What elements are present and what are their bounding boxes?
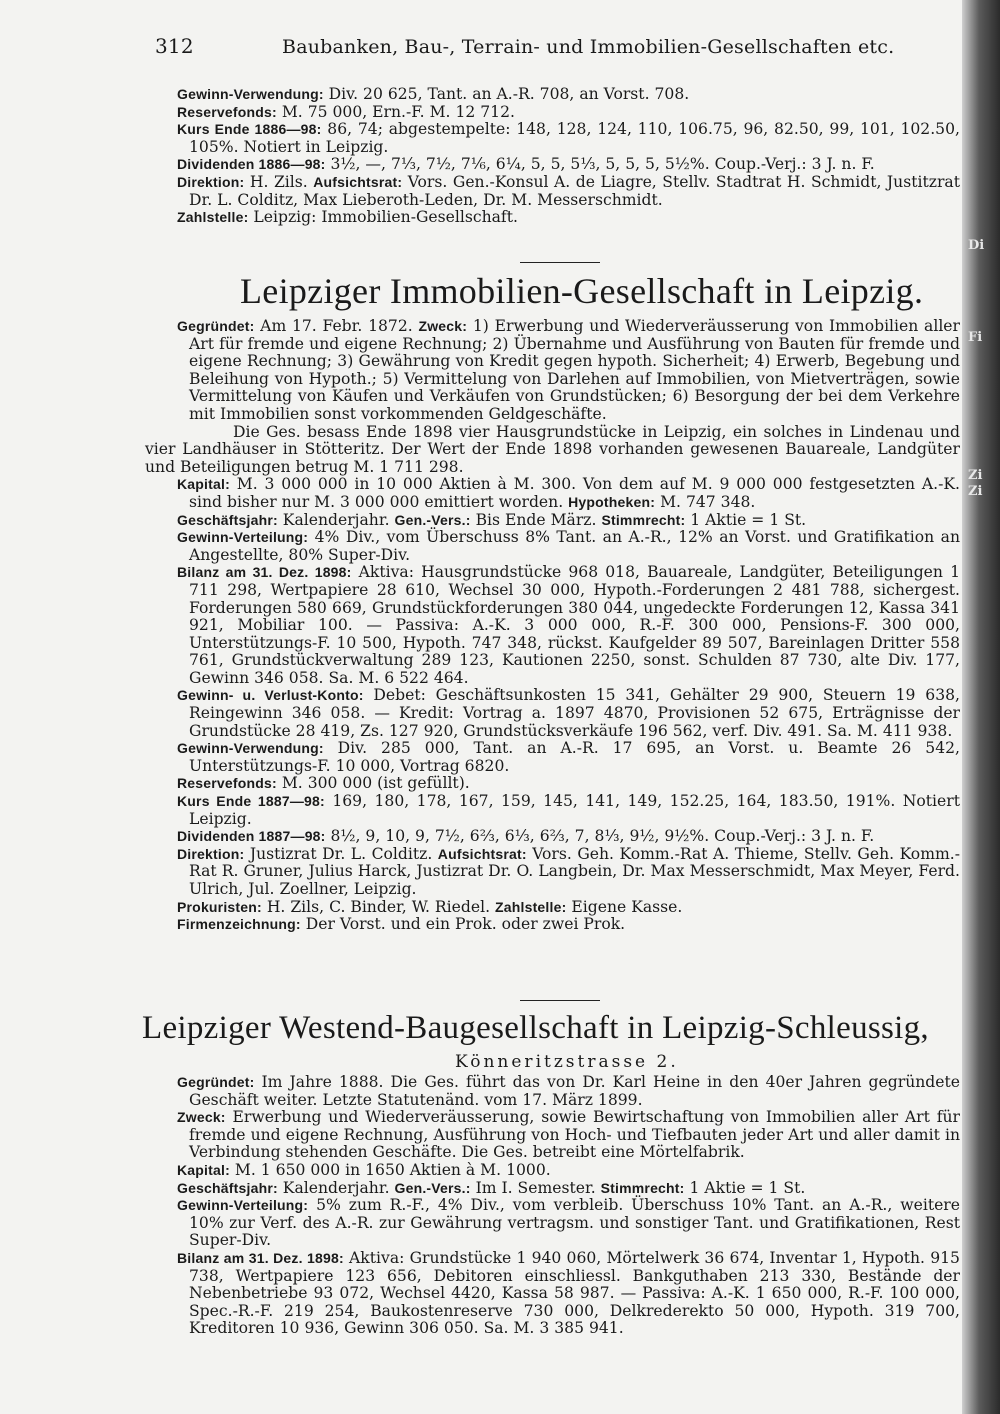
edge-letter: Zi bbox=[968, 484, 983, 499]
entry-paragraph: Die Ges. besass Ende 1898 vier Hausgrundstücke in Leipzig, ein solches in Lindenau und vier Landhäuser in Stötteritz. Der Wert der Ende 1898 vorhanden gewesenen Bauareale, Landgüter und Beteiligungen betrug M. 1 711 298. bbox=[145, 422, 960, 476]
entry-kapital: Kapital: M. 3 000 000 in 10 000 Aktien à M. 300. Von dem auf M. 9 000 000 festgesetzten A.-K. sind bisher nur M. 3 000 000 emittiert worden. Hypotheken: M. 747 348. bbox=[177, 475, 960, 511]
entry-gewinn-verteilung: Gewinn-Verteilung: 4% Div., vom Überschuss 8% Tant. an A.-R., 12% an Vorst. und Gratifikation an Angestellte, 80% Super-Div. bbox=[177, 528, 960, 564]
entry-zahlstelle: Zahlstelle: Leipzig: Immobilien-Gesellschaft. bbox=[177, 208, 518, 227]
entry-direktion: Direktion: Justizrat Dr. L. Colditz. Aufsichtsrat: Vors. Geh. Komm.-Rat A. Thieme, Stellv. Geh. Komm.-Rat R. Gruner, Julius Harck, Justizrat Dr. O. Langbein, Dr. Max Messerschmidt, Max Meyer, Ferd. Ulrich, Jul. Zoellner, Leipzig. bbox=[177, 844, 960, 898]
edge-letter: Zi bbox=[968, 468, 983, 483]
entry-kurs: Kurs Ende 1887—98: 169, 180, 178, 167, 159, 145, 141, 149, 152.25, 164, 183.50, 191%. Notiert Leipzig. bbox=[177, 792, 960, 828]
entry-geschaeftsjahr: Geschäftsjahr: Kalenderjahr. Gen.-Vers.: Im I. Semester. Stimmrecht: 1 Aktie = 1 St. bbox=[177, 1178, 806, 1197]
entry-kapital: Kapital: M. 1 650 000 in 1650 Aktien à M. 1000. bbox=[177, 1160, 551, 1179]
company-address: Könneritzstrasse 2. bbox=[455, 1052, 679, 1072]
entry-gewinn-verwendung: Gewinn-Verwendung: Div. 20 625, Tant. an A.-R. 708, an Vorst. 708. bbox=[177, 85, 690, 103]
company-title: Leipziger Westend-Baugesellschaft in Leipzig-Schleussig, bbox=[142, 1010, 929, 1046]
entry-firmenzeichnung: Firmenzeichnung: Der Vorst. und ein Prok. oder zwei Prok. bbox=[177, 915, 626, 934]
entry-dividenden: Dividenden 1886—98: 3½, —, 7⅓, 7½, 7⅙, 6¼, 5, 5, 5⅓, 5, 5, 5, 5½%. Coup.-Verj.: 3 J. n. F. bbox=[177, 155, 875, 174]
entry-bilanz: Bilanz am 31. Dez. 1898: Aktiva: Hausgrundstücke 968 018, Bauareale, Landgüter, Beteiligungen 1 711 298, Wertpapiere 28 610, Wechsel 30 000, Hypoth.-Forderungen 2 481 788, sichergest. Forderungen 580 669, Grundstückforderungen 380 044, ungedeckte Forderungen 12, Kassa 341 921, Mobiliar 100. — Passiva: A.-K. 3 000 000, R.-F. 300 000, Pensions-F. 300 000, Unterstützungs-F. 10 500, Hypoth. 747 348, rückst. Kaufgelder 89 507, Bareinlagen Dritter 558 761, Grundstückverwaltung 289 123, Kautionen 2250, sonst. Schulden 87 730, alte Div. 177, Gewinn 346 058. Sa. M. 6 522 464. bbox=[177, 563, 960, 687]
entry-gewinn-verlust: Gewinn- u. Verlust-Konto: Debet: Geschäftsunkosten 15 341, Gehälter 29 900, Steuern 19 638, Reingewinn 346 058. — Kredit: Vortrag a. 1897 4870, Provisionen 52 675, Erträgnisse der Grundstücke 28 419, Zs. 127 920, Grundstücksverkäufe 196 562, verf. Div. 491. Sa. M. 411 938. bbox=[177, 686, 960, 740]
entry-direktion: Direktion: H. Zils. Aufsichtsrat: Vors. Gen.-Konsul A. de Liagre, Stellv. Stadtrat H. Schmidt, Justitzrat Dr. L. Colditz, Max Lieberoth-Leden, Dr. M. Messerschmidt. bbox=[177, 172, 960, 209]
entry-kurs: Kurs Ende 1886—98: 86, 74; abgestempelte: 148, 128, 124, 110, 106.75, 96, 82.50, 99, 101, 102.50, 105%. Notiert in Leipzig. bbox=[177, 120, 960, 156]
entry-gewinn-verwendung: Gewinn-Verwendung: Div. 285 000, Tant. an A.-R. 17 695, an Vorst. u. Beamte 26 542, Unterstützungs-F. 10 000, Vortrag 6820. bbox=[177, 739, 960, 775]
entry-reservefonds: Reservefonds: M. 75 000, Ern.-F. M. 12 712. bbox=[177, 102, 515, 121]
entry-dividenden: Dividenden 1887—98: 8½, 9, 10, 9, 7½, 6⅔, 6⅓, 6⅔, 7, 8⅓, 9½, 9½%. Coup.-Verj.: 3 J. n. F. bbox=[177, 827, 875, 846]
entry-zweck: Zweck: Erwerbung und Wiederveräusserung, sowie Bewirtschaftung von Immobilien aller Art für fremde und eigene Rechnung, Ausführung von Hoch- und Tiefbauten jeder Art und aller damit in Verbindung stehenden Geschäfte. Die Ges. betreibt eine Mörtelfabrik. bbox=[177, 1108, 960, 1162]
entry-gewinn-verteilung: Gewinn-Verteilung: 5% zum R.-F., 4% Div., vom verbleib. Überschuss 10% Tant. an A.-R., weitere 10% zur Verf. des A.-R. zur Gewährung vertragsm. und sonstiger Tant. und Gratifikationen, Rest Super-Div. bbox=[177, 1196, 960, 1250]
edge-letter: Di bbox=[968, 238, 985, 253]
running-title: Baubanken, Bau-, Terrain- und Immobilien-Gesellschaften etc. bbox=[282, 36, 895, 58]
entry-gegruendet: Gegründet: Im Jahre 1888. Die Ges. führt das von Dr. Karl Heine in den 40er Jahren gegründete Geschäft weiter. Letzte Statutenänd. vom 17. März 1899. bbox=[177, 1073, 960, 1109]
company-title: Leipziger Immobilien-Gesellschaft in Leipzig. bbox=[240, 271, 924, 311]
company1-body bbox=[145, 318, 960, 934]
entry-prokuristen: Prokuristen: H. Zils, C. Binder, W. Riedel. Zahlstelle: Eigene Kasse. bbox=[177, 897, 683, 916]
section-divider bbox=[520, 262, 600, 263]
entry-bilanz: Bilanz am 31. Dez. 1898: Aktiva: Grundstücke 1 940 060, Mörtelwerk 36 674, Inventar 1, Hypoth. 915 738, Wertpapiere 123 656, Debitoren einschliessl. Bankguthaben 213 330, Bestände der Nebenbetriebe 93 072, Wechsel 4420, Kassa 58 987. — Passiva: A.-K. 1 650 000, R.-F. 100 000, Spec.-R.-F. 219 254, Baukostenreserve 730 000, Delkrederekto 50 000, Hypoth. 319 700, Kreditoren 10 936, Gewinn 306 050. Sa. M. 3 385 941. bbox=[177, 1248, 960, 1338]
adjacent-page-edge bbox=[962, 0, 1000, 1414]
continuation-block bbox=[145, 86, 960, 227]
page-number: 312 bbox=[155, 34, 194, 58]
entry-gegruendet-zweck: Gegründet: Am 17. Febr. 1872. Zweck: 1) Erwerbung und Wiederveräusserung von Immobilien aller Art für fremde und eigene Rechnung; 2) Übernahme und Ausführung von Bauten für fremde und eigene Rechnung; 3) Gewährung von Kredit gegen hypoth. Sicherheit; 4) Erwerb, Begebung und Beleihung von Hypoth.; 5) Vermittelung von Darlehen auf Immobilien, von Mietverträgen, sowie Vermittelung von Käufen und Verkäufen von Grundstücken; 6) Besorgung der bei dem Verkehre mit Immobilien sonst vorkommenden Geldgeschäfte. bbox=[177, 317, 960, 423]
company2-body bbox=[145, 1074, 960, 1338]
entry-geschaeftsjahr: Geschäftsjahr: Kalenderjahr. Gen.-Vers.: Bis Ende März. Stimmrecht: 1 Aktie = 1 St. bbox=[177, 510, 807, 529]
edge-letter: Fi bbox=[968, 330, 983, 345]
section-divider bbox=[520, 1000, 600, 1001]
entry-reservefonds: Reservefonds: M. 300 000 (ist gefüllt). bbox=[177, 774, 470, 793]
running-header bbox=[155, 34, 945, 58]
